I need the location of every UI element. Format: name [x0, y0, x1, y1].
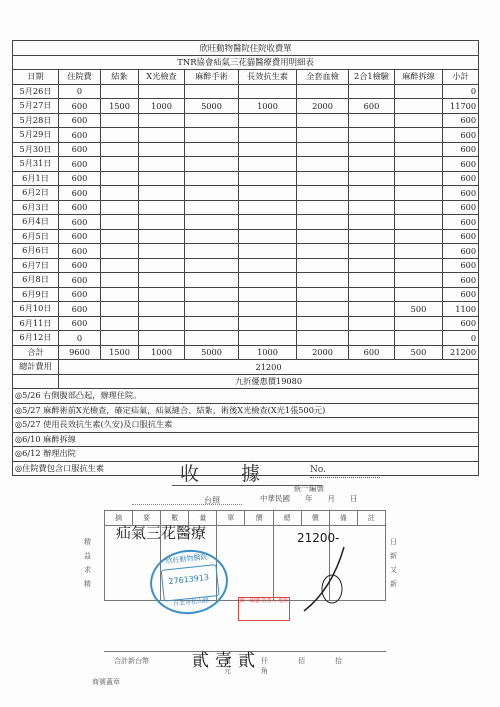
total-cell: 5000: [185, 345, 239, 360]
value-cell: [139, 186, 185, 201]
value-cell: 600: [59, 157, 101, 172]
value-cell: [101, 331, 139, 346]
total-cell: 1000: [139, 345, 185, 360]
value-cell: 0: [443, 84, 479, 99]
column-header: 全套血檢: [297, 70, 349, 85]
value-cell: 0: [59, 331, 101, 346]
note-text: ◎5/27 使用長效抗生素(久安)及口服抗生素: [13, 418, 479, 433]
note-text: ◎6/10 麻醉拆線: [13, 432, 479, 447]
value-cell: [297, 171, 349, 186]
value-cell: [139, 244, 185, 259]
total-cell: 2000: [297, 345, 349, 360]
value-cell: 1100: [443, 302, 479, 317]
value-cell: 600: [443, 157, 479, 172]
value-cell: 600: [443, 287, 479, 302]
date-cell: 6月5日: [13, 229, 59, 244]
value-cell: 600: [443, 142, 479, 157]
date-cell: 6月9日: [13, 287, 59, 302]
column-header: 2合1檢驗: [349, 70, 395, 85]
value-cell: [395, 142, 443, 157]
value-cell: [139, 142, 185, 157]
value-cell: [185, 258, 239, 273]
value-cell: 600: [59, 273, 101, 288]
value-cell: [101, 258, 139, 273]
value-cell: 5000: [185, 99, 239, 114]
value-cell: [297, 244, 349, 259]
value-cell: [297, 113, 349, 128]
table-row: [13, 99, 479, 114]
value-cell: [395, 316, 443, 331]
value-cell: [101, 171, 139, 186]
value-cell: [185, 244, 239, 259]
column-header: 小計: [443, 70, 479, 85]
total-cell: 1000: [239, 345, 297, 360]
receipt-total-row: [104, 651, 386, 675]
value-cell: [349, 142, 395, 157]
value-cell: [297, 157, 349, 172]
value-cell: [297, 287, 349, 302]
value-cell: [349, 128, 395, 143]
table-row: [13, 273, 479, 288]
value-cell: [101, 142, 139, 157]
value-cell: [395, 273, 443, 288]
receipt-column-header: 註: [357, 511, 385, 526]
value-cell: [239, 229, 297, 244]
receipt-title: 收據: [180, 463, 303, 485]
value-cell: 600: [59, 302, 101, 317]
bill-title: 欣旺動物醫院住院收費單: [13, 41, 479, 56]
value-cell: [395, 113, 443, 128]
value-cell: [239, 215, 297, 230]
value-cell: [239, 244, 297, 259]
receipt-column-header: 數: [161, 511, 189, 526]
date-cell: 6月11日: [13, 316, 59, 331]
value-cell: 600: [443, 229, 479, 244]
column-header: 長效抗生素: [239, 70, 297, 85]
value-cell: [101, 316, 139, 331]
value-cell: 600: [443, 128, 479, 143]
value-cell: [239, 273, 297, 288]
value-cell: [185, 273, 239, 288]
value-cell: [139, 128, 185, 143]
value-cell: [297, 128, 349, 143]
value-cell: [395, 215, 443, 230]
column-header: 麻醉拆線: [395, 70, 443, 85]
value-cell: [185, 331, 239, 346]
value-cell: [349, 186, 395, 201]
value-cell: [185, 113, 239, 128]
value-cell: [185, 157, 239, 172]
value-cell: [239, 287, 297, 302]
value-cell: 600: [59, 316, 101, 331]
bill-subtitle: TNR協會疝氣三花貓醫療費用明細表: [13, 55, 479, 70]
note-text: ◎6/12 辦理出院: [13, 447, 479, 462]
value-cell: [139, 287, 185, 302]
value-cell: 600: [59, 229, 101, 244]
note-row: [13, 432, 479, 447]
table-row: [13, 302, 479, 317]
receipt-number-label: No.: [310, 465, 326, 475]
value-cell: [395, 287, 443, 302]
note-text: ◎5/26 右側腹部凸起，辦理住院。: [13, 389, 479, 404]
value-cell: [239, 84, 297, 99]
value-cell: 600: [59, 128, 101, 143]
value-cell: [349, 273, 395, 288]
receipt-column-header: 量: [189, 511, 217, 526]
column-header: 日期: [13, 70, 59, 85]
value-cell: [185, 142, 239, 157]
value-cell: [349, 331, 395, 346]
value-cell: [139, 113, 185, 128]
receipt-column-header: 要: [133, 511, 161, 526]
value-cell: 1000: [139, 99, 185, 114]
date-cell: 6月6日: [13, 244, 59, 259]
date-cell: 6月8日: [13, 273, 59, 288]
value-cell: [349, 157, 395, 172]
receipt-column-header: 價: [245, 511, 273, 526]
value-cell: [239, 200, 297, 215]
handwritten-total: 貳壹貳: [192, 651, 261, 671]
note-row: [13, 418, 479, 433]
value-cell: [239, 186, 297, 201]
value-cell: [239, 302, 297, 317]
value-cell: [185, 200, 239, 215]
value-cell: 600: [59, 215, 101, 230]
value-cell: [239, 316, 297, 331]
value-cell: [139, 157, 185, 172]
total-label: 合計新台幣: [114, 657, 149, 665]
totals-row: [13, 345, 479, 360]
value-cell: 600: [59, 99, 101, 114]
receipt-column-header: 摘: [105, 511, 133, 526]
value-cell: [185, 171, 239, 186]
date-cell: 6月2日: [13, 186, 59, 201]
value-cell: [185, 84, 239, 99]
shop-seal-label: 商號蓋章: [92, 678, 120, 686]
date-cell: 6月12日: [13, 331, 59, 346]
value-cell: [395, 84, 443, 99]
column-header: 住院費: [59, 70, 101, 85]
value-cell: 2000: [297, 99, 349, 114]
value-cell: 600: [59, 200, 101, 215]
hospital-bill-table: [12, 40, 479, 476]
value-cell: [349, 200, 395, 215]
total-cell: 21200: [443, 345, 479, 360]
value-cell: [101, 215, 139, 230]
value-cell: [349, 113, 395, 128]
total-cell: 9600: [59, 345, 101, 360]
value-cell: [297, 142, 349, 157]
value-cell: [101, 84, 139, 99]
value-cell: [185, 316, 239, 331]
total-units: 萬仟佰拾元角: [224, 657, 372, 675]
value-cell: 600: [59, 287, 101, 302]
value-cell: [395, 244, 443, 259]
value-cell: [185, 128, 239, 143]
date-cell: 5月31日: [13, 157, 59, 172]
value-cell: [297, 200, 349, 215]
motto-left: 精益求精: [84, 538, 91, 588]
void-slash-mark: [296, 545, 356, 615]
value-cell: [239, 171, 297, 186]
value-cell: 1000: [239, 99, 297, 114]
value-cell: [139, 302, 185, 317]
grand-total-label: 總計費用: [13, 360, 59, 375]
value-cell: [395, 99, 443, 114]
date-cell: 5月27日: [13, 99, 59, 114]
value-cell: [297, 331, 349, 346]
value-cell: [297, 302, 349, 317]
value-cell: [349, 302, 395, 317]
value-cell: 600: [59, 186, 101, 201]
value-cell: [101, 200, 139, 215]
handwritten-item: 疝氣三花醫療: [116, 524, 207, 542]
table-row: [13, 142, 479, 157]
value-cell: 600: [443, 258, 479, 273]
value-cell: 600: [443, 171, 479, 186]
value-cell: [349, 316, 395, 331]
note-text: ◎5/27 麻醉術前X光檢查，確定疝氣，疝氣縫合、結紮，術後X光檢查(X光1張500元): [13, 403, 479, 418]
receipt-column-header: 總: [273, 511, 301, 526]
value-cell: [239, 331, 297, 346]
value-cell: [139, 229, 185, 244]
motto-right: 日新又新: [390, 538, 397, 588]
value-cell: [297, 273, 349, 288]
value-cell: [239, 258, 297, 273]
value-cell: 600: [443, 200, 479, 215]
column-header: 結紮: [101, 70, 139, 85]
date-cell: 6月4日: [13, 215, 59, 230]
value-cell: 0: [443, 331, 479, 346]
value-cell: [185, 215, 239, 230]
date-cell: 6月10日: [13, 302, 59, 317]
table-row: [13, 186, 479, 201]
value-cell: [185, 186, 239, 201]
table-header-row: [13, 70, 479, 85]
value-cell: 11700: [443, 99, 479, 114]
value-cell: [395, 171, 443, 186]
clinic-seal: 欣旺動物醫院 27613913 台北市松山路: [147, 546, 231, 618]
note-text: ◎住院費包含口服抗生素: [13, 461, 479, 476]
receipt-column-header: 價: [301, 511, 329, 526]
date-cell: 6月1日: [13, 171, 59, 186]
value-cell: 600: [443, 316, 479, 331]
table-row: [13, 157, 479, 172]
table-row: [13, 84, 479, 99]
grand-total-row: [13, 360, 479, 375]
value-cell: [101, 186, 139, 201]
value-cell: [239, 142, 297, 157]
value-cell: [395, 128, 443, 143]
value-cell: [349, 229, 395, 244]
value-cell: 600: [59, 142, 101, 157]
table-row: [13, 171, 479, 186]
value-cell: [349, 84, 395, 99]
receipt: [72, 455, 432, 690]
table-row: [13, 215, 479, 230]
value-cell: [349, 258, 395, 273]
table-row: [13, 200, 479, 215]
value-cell: [101, 273, 139, 288]
value-cell: [297, 258, 349, 273]
date-cell: 6月7日: [13, 258, 59, 273]
payer-line: [132, 504, 242, 505]
value-cell: [395, 229, 443, 244]
value-cell: [297, 229, 349, 244]
table-row: [13, 128, 479, 143]
payer-label: 台照: [204, 496, 220, 505]
value-cell: [185, 287, 239, 302]
total-cell: 500: [395, 345, 443, 360]
value-cell: [349, 171, 395, 186]
handwritten-amount: 21200-: [297, 531, 340, 545]
table-row: [13, 113, 479, 128]
value-cell: [239, 113, 297, 128]
value-cell: [139, 316, 185, 331]
total-cell: 600: [349, 345, 395, 360]
value-cell: [395, 186, 443, 201]
value-cell: [101, 113, 139, 128]
value-cell: [139, 215, 185, 230]
value-cell: 600: [443, 186, 479, 201]
value-cell: [395, 157, 443, 172]
value-cell: [139, 84, 185, 99]
receipt-column-header: 單: [217, 511, 245, 526]
value-cell: [185, 229, 239, 244]
value-cell: [239, 128, 297, 143]
discount-row: [13, 374, 479, 389]
value-cell: [395, 258, 443, 273]
value-cell: [101, 287, 139, 302]
table-row: [13, 229, 479, 244]
value-cell: 600: [443, 113, 479, 128]
total-cell: 1500: [101, 345, 139, 360]
date-cell: 5月30日: [13, 142, 59, 157]
value-cell: 600: [443, 215, 479, 230]
value-cell: [101, 157, 139, 172]
value-cell: [239, 157, 297, 172]
table-row: [13, 244, 479, 259]
value-cell: [139, 171, 185, 186]
value-cell: 600: [443, 244, 479, 259]
value-cell: 500: [395, 302, 443, 317]
date-cell: 6月3日: [13, 200, 59, 215]
value-cell: 600: [59, 244, 101, 259]
grand-total-value: 21200: [59, 360, 479, 375]
value-cell: [395, 200, 443, 215]
value-cell: 600: [59, 113, 101, 128]
note-row: [13, 403, 479, 418]
date-cell: 5月29日: [13, 128, 59, 143]
value-cell: 0: [59, 84, 101, 99]
value-cell: [395, 331, 443, 346]
value-cell: [101, 128, 139, 143]
table-row: [13, 258, 479, 273]
table-row: [13, 287, 479, 302]
total-cell: 合計: [13, 345, 59, 360]
value-cell: [139, 273, 185, 288]
value-cell: [349, 287, 395, 302]
receipt-number-line: [310, 477, 380, 478]
date-label: 中華民國 年 月 日: [260, 494, 358, 503]
table-row: [13, 331, 479, 346]
receipt-column-header: 備: [329, 511, 357, 526]
column-header: X光檢查: [139, 70, 185, 85]
serial-label: 統一編號: [294, 484, 324, 493]
value-cell: 600: [443, 273, 479, 288]
value-cell: [297, 316, 349, 331]
value-cell: 1500: [101, 99, 139, 114]
note-row: [13, 389, 479, 404]
table-row: [13, 316, 479, 331]
value-cell: [349, 244, 395, 259]
value-cell: 600: [59, 258, 101, 273]
date-cell: 5月28日: [13, 113, 59, 128]
value-cell: [101, 244, 139, 259]
discount-value: 九折優惠價19080: [59, 374, 479, 389]
value-cell: [139, 258, 185, 273]
value-cell: [297, 186, 349, 201]
value-cell: [139, 200, 185, 215]
date-cell: 5月26日: [13, 84, 59, 99]
value-cell: [297, 215, 349, 230]
value-cell: [139, 331, 185, 346]
value-cell: 600: [59, 171, 101, 186]
value-cell: [185, 302, 239, 317]
value-cell: [101, 302, 139, 317]
value-cell: 600: [349, 99, 395, 114]
value-cell: [101, 229, 139, 244]
red-stamp: 統一編號 負責人 地址: [238, 597, 290, 621]
value-cell: [297, 84, 349, 99]
value-cell: [349, 215, 395, 230]
column-header: 麻醉手術: [185, 70, 239, 85]
